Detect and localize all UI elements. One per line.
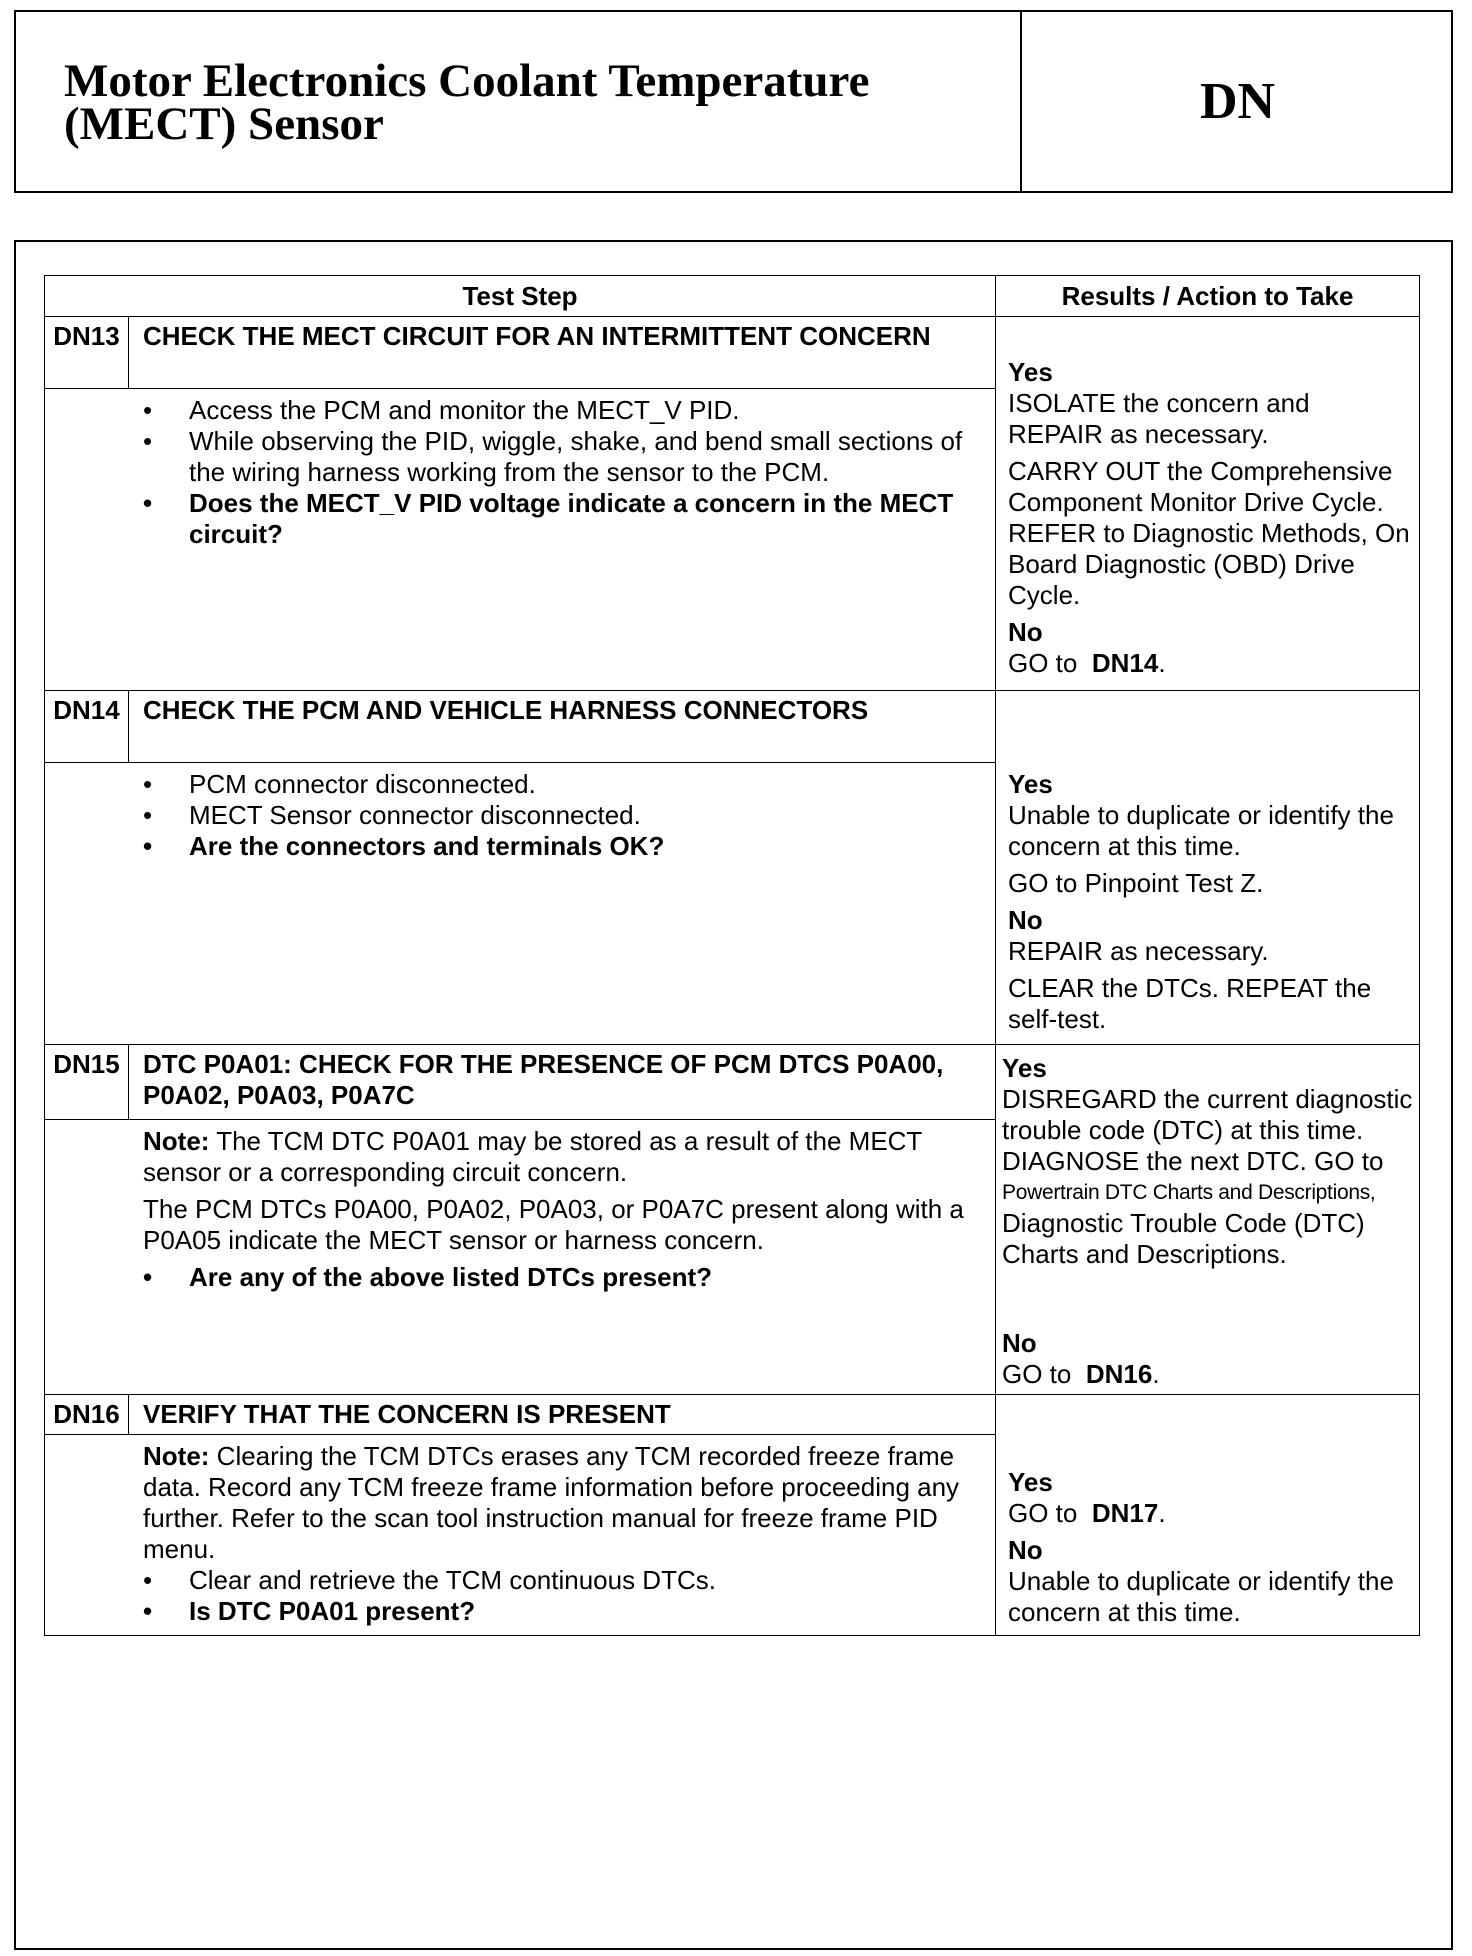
no-action: REPAIR as necessary. [1008, 936, 1269, 966]
yes-label: Yes [1008, 769, 1053, 799]
no-label: No [1002, 1328, 1037, 1358]
note-label: Note: [143, 1126, 210, 1156]
list-item: • Clear and retrieve the TCM continuous DTCs. [143, 1565, 971, 1596]
yes-label: Yes [1008, 357, 1053, 387]
goto-step-link[interactable]: DN17 [1091, 1498, 1159, 1528]
list-item: • While observing the PID, wiggle, shake, and bend small sections of the wiring harness working from the sensor to the PCM. [143, 426, 971, 488]
step-id: DN15 [45, 1045, 129, 1120]
goto-suffix: . [1158, 648, 1166, 678]
yes-action: Unable to duplicate or identify the concern at this time. [1008, 800, 1394, 861]
yes-action-reference: Diagnostic Trouble Code (DTC) Charts and Descriptions. [1002, 1208, 1365, 1269]
step-question: • Are any of the above listed DTCs present? [143, 1262, 971, 1293]
step-body [45, 763, 996, 1045]
step-question: • Is DTC P0A01 present? [143, 1596, 971, 1627]
goto-step-link[interactable]: DN14 [1091, 648, 1159, 678]
step-note [143, 1126, 971, 1188]
table-header-row [45, 276, 1420, 317]
no-action: CLEAR the DTCs. REPEAT the self-test. [1008, 973, 1372, 1034]
step-body [45, 1435, 996, 1636]
header-box [14, 10, 1453, 193]
list-item: • Access the PCM and monitor the MECT_V PID. [143, 395, 971, 426]
yes-label: Yes [1002, 1053, 1047, 1083]
list-item: • PCM connector disconnected. [143, 769, 971, 800]
step-title: CHECK THE MECT CIRCUIT FOR AN INTERMITTENT CONCERN [129, 317, 996, 389]
step-body [45, 389, 996, 691]
no-label: No [1008, 905, 1043, 935]
goto-prefix: GO to [1008, 648, 1078, 678]
goto-suffix: . [1152, 1359, 1160, 1389]
step-title: CHECK THE PCM AND VEHICLE HARNESS CONNECTORS [129, 691, 996, 763]
yes-label: Yes [1008, 1467, 1053, 1497]
test-step-table [44, 275, 1420, 1636]
yes-action-reference: Powertrain DTC Charts and Descriptions, [1002, 1181, 1376, 1204]
step-note [143, 1441, 971, 1565]
step-id: DN13 [45, 317, 129, 389]
step-id: DN14 [45, 691, 129, 763]
goto-prefix: GO to [1008, 1498, 1078, 1528]
step-dn16-head-row [45, 1395, 1420, 1435]
section-code: DN [1199, 73, 1276, 130]
yes-action: ISOLATE the concern and REPAIR as necessary. [1008, 388, 1310, 449]
note-label: Note: [143, 1441, 210, 1471]
no-action [1002, 1359, 1417, 1390]
goto-prefix: GO to [1002, 1359, 1072, 1389]
step-body [45, 1120, 996, 1395]
no-label: No [1008, 1535, 1043, 1565]
yes-action [1008, 1498, 1411, 1529]
step-dn13-head-row [45, 317, 1420, 389]
title-line-2: (MECT) Sensor [64, 98, 384, 150]
no-label: No [1008, 617, 1043, 647]
step-dn16-results [996, 1395, 1420, 1636]
no-action [1008, 648, 1411, 679]
step-dn15-head-row [45, 1045, 1420, 1120]
yes-action: DISREGARD the current diagnostic trouble code (DTC) at this time. DIAGNOSE the next DTC. GO to [1002, 1084, 1413, 1176]
step-id: DN16 [45, 1395, 129, 1435]
step-dn13-results [996, 317, 1420, 691]
step-paragraph: The PCM DTCs P0A00, P0A02, P0A03, or P0A7C present along with a P0A05 indicate the MECT sensor or harness concern. [143, 1194, 964, 1255]
step-title: DTC P0A01: CHECK FOR THE PRESENCE OF PCM DTCS P0A00, P0A02, P0A03, P0A7C [129, 1045, 996, 1120]
title-line-1: Motor Electronics Coolant Temperature [64, 55, 870, 107]
step-dn15-results [996, 1045, 1420, 1395]
step-dn14-head-row [45, 691, 1420, 763]
list-item: • MECT Sensor connector disconnected. [143, 800, 971, 831]
note-text: The TCM DTC P0A01 may be stored as a result of the MECT sensor or a corresponding circuit concern. [143, 1126, 922, 1187]
step-question: • Are the connectors and terminals OK? [143, 831, 971, 862]
page-title [64, 55, 994, 150]
note-text: Clearing the TCM DTCs erases any TCM recorded freeze frame data. Record any TCM freeze frame information before proceeding any further. Refer to the scan tool instruction manual for freeze frame PID menu. [143, 1441, 960, 1564]
col-header-test-step: Test Step [45, 276, 996, 317]
step-title: VERIFY THAT THE CONCERN IS PRESENT [129, 1395, 996, 1435]
step-dn14-results [996, 691, 1420, 1045]
yes-action: CARRY OUT the Comprehensive Component Monitor Drive Cycle. REFER to Diagnostic Methods, On Board Diagnostic (OBD) Drive Cycle. [1008, 456, 1410, 610]
no-action: Unable to duplicate or identify the concern at this time. [1008, 1566, 1394, 1627]
goto-step-link[interactable]: DN16 [1085, 1359, 1153, 1389]
goto-suffix: . [1158, 1498, 1166, 1528]
step-question: • Does the MECT_V PID voltage indicate a concern in the MECT circuit? [143, 488, 971, 550]
col-header-results: Results / Action to Take [996, 276, 1420, 317]
yes-action: GO to Pinpoint Test Z. [1008, 868, 1264, 898]
